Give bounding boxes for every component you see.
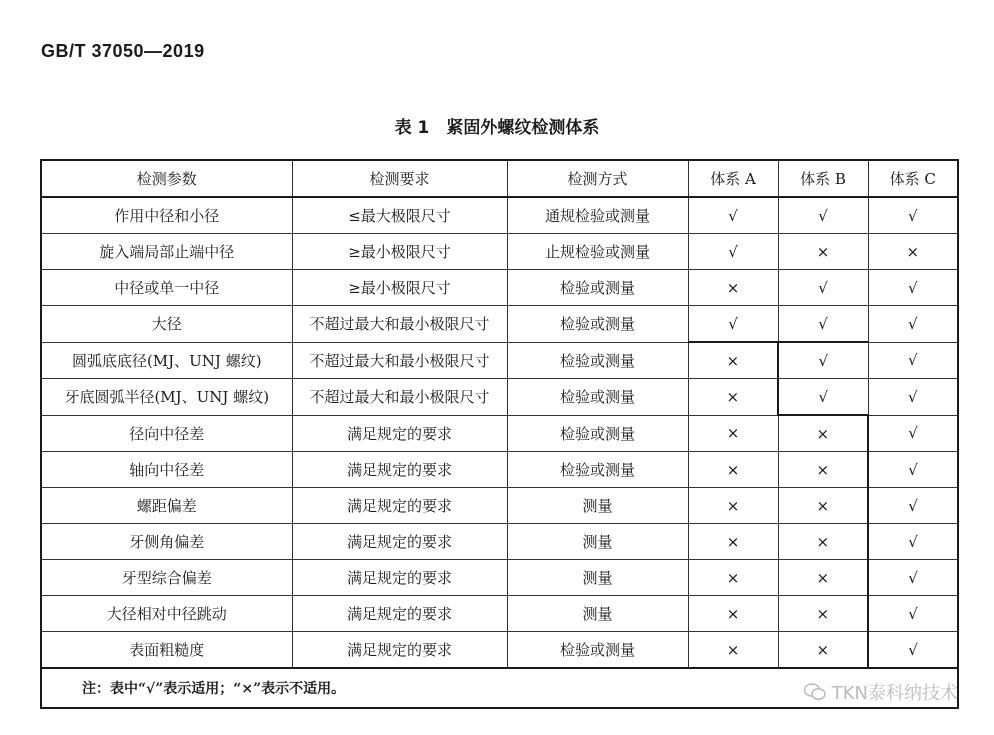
table-row [41, 452, 958, 488]
table-cell: 旋入端局部止端中径 [41, 234, 292, 270]
applicability-mark: √ [778, 379, 868, 416]
table-cell: 圆弧底底径(MJ、UNJ 螺纹) [41, 342, 292, 379]
applicability-mark: × [688, 632, 778, 669]
applicability-mark: × [868, 234, 958, 270]
applicability-mark: × [688, 342, 778, 379]
table-cell: 作用中径和小径 [41, 197, 292, 234]
applicability-mark: × [688, 596, 778, 632]
watermark-text: TKN泰科纳技术 [831, 683, 958, 704]
applicability-mark: √ [688, 234, 778, 270]
table-cell: 检验或测量 [507, 632, 688, 669]
thread-inspection-table [40, 159, 959, 709]
applicability-mark: √ [868, 270, 958, 306]
table-cell: 满足规定的要求 [292, 596, 507, 632]
header-cell: 检测方式 [507, 160, 688, 197]
table-cell: 满足规定的要求 [292, 560, 507, 596]
table-cell: 满足规定的要求 [292, 632, 507, 669]
table-cell: 测量 [507, 524, 688, 560]
table-row [41, 306, 958, 343]
table-cell: 检验或测量 [507, 306, 688, 343]
table-cell: 不超过最大和最小极限尺寸 [292, 306, 507, 343]
table-row [41, 415, 958, 452]
header-cell: 检测参数 [41, 160, 292, 197]
table-row [41, 342, 958, 379]
table-cell: 大径相对中径跳动 [41, 596, 292, 632]
applicability-mark: √ [778, 270, 868, 306]
table-cell: 牙型综合偏差 [41, 560, 292, 596]
applicability-mark: × [778, 632, 868, 669]
table-cell: 止规检验或测量 [507, 234, 688, 270]
table-cell: 满足规定的要求 [292, 452, 507, 488]
applicability-mark: × [778, 234, 868, 270]
header-cell: 检测要求 [292, 160, 507, 197]
applicability-mark: √ [868, 342, 958, 379]
table-row [41, 632, 958, 669]
table-cell: 检验或测量 [507, 270, 688, 306]
applicability-mark: × [778, 452, 868, 488]
standard-code: GB/T 37050—2019 [41, 41, 205, 61]
table-row [41, 270, 958, 306]
table-note: 注：表中“√”表示适用；“×”表示不适用。 [41, 668, 958, 708]
applicability-mark: √ [868, 560, 958, 596]
applicability-mark: × [688, 488, 778, 524]
table-caption: 表 1 紧固外螺纹检测体系 [394, 118, 600, 138]
table-cell: 测量 [507, 560, 688, 596]
table-cell: 检验或测量 [507, 379, 688, 416]
applicability-mark: √ [778, 306, 868, 343]
table-cell: 测量 [507, 488, 688, 524]
applicability-mark: √ [868, 488, 958, 524]
header-cell: 体系 C [868, 160, 958, 197]
applicability-mark: × [688, 415, 778, 452]
watermark [804, 679, 958, 705]
table-cell: 不超过最大和最小极限尺寸 [292, 379, 507, 416]
applicability-mark: √ [868, 452, 958, 488]
table-row [41, 488, 958, 524]
applicability-mark: × [778, 524, 868, 560]
wechat-icon [804, 683, 826, 701]
table-cell: 螺距偏差 [41, 488, 292, 524]
header-cell: 体系 A [688, 160, 778, 197]
applicability-mark: √ [688, 306, 778, 343]
applicability-mark: × [778, 560, 868, 596]
table-cell: 中径或单一中径 [41, 270, 292, 306]
table-cell: 牙侧角偏差 [41, 524, 292, 560]
table-cell: 满足规定的要求 [292, 415, 507, 452]
table-row [41, 234, 958, 270]
table-cell: 大径 [41, 306, 292, 343]
applicability-mark: × [778, 415, 868, 452]
applicability-mark: √ [778, 342, 868, 379]
applicability-mark: √ [868, 524, 958, 560]
applicability-mark: √ [778, 197, 868, 234]
table-cell: ≤最大极限尺寸 [292, 197, 507, 234]
table-cell: 表面粗糙度 [41, 632, 292, 669]
applicability-mark: √ [868, 632, 958, 669]
table-cell: 测量 [507, 596, 688, 632]
table-cell: 轴向中径差 [41, 452, 292, 488]
applicability-mark: √ [688, 197, 778, 234]
applicability-mark: × [688, 524, 778, 560]
table-cell: 通规检验或测量 [507, 197, 688, 234]
applicability-mark: √ [868, 415, 958, 452]
table-cell: 不超过最大和最小极限尺寸 [292, 342, 507, 379]
table-cell: 检验或测量 [507, 342, 688, 379]
applicability-mark: × [688, 560, 778, 596]
table-cell: ≥最小极限尺寸 [292, 234, 507, 270]
applicability-mark: √ [868, 197, 958, 234]
applicability-mark: √ [868, 306, 958, 343]
table-cell: 检验或测量 [507, 415, 688, 452]
table-cell: 径向中径差 [41, 415, 292, 452]
table-row [41, 379, 958, 416]
table-header-row [41, 160, 958, 197]
table-row [41, 524, 958, 560]
applicability-mark: × [778, 596, 868, 632]
table-row [41, 560, 958, 596]
applicability-mark: × [688, 379, 778, 416]
table-cell: ≥最小极限尺寸 [292, 270, 507, 306]
table-cell: 牙底圆弧半径(MJ、UNJ 螺纹) [41, 379, 292, 416]
applicability-mark: × [688, 270, 778, 306]
header-cell: 体系 B [778, 160, 868, 197]
applicability-mark: √ [868, 379, 958, 416]
table-cell: 满足规定的要求 [292, 524, 507, 560]
table-cell: 检验或测量 [507, 452, 688, 488]
table-row [41, 197, 958, 234]
applicability-mark: × [778, 488, 868, 524]
table-row [41, 596, 958, 632]
applicability-mark: × [688, 452, 778, 488]
table-cell: 满足规定的要求 [292, 488, 507, 524]
applicability-mark: √ [868, 596, 958, 632]
